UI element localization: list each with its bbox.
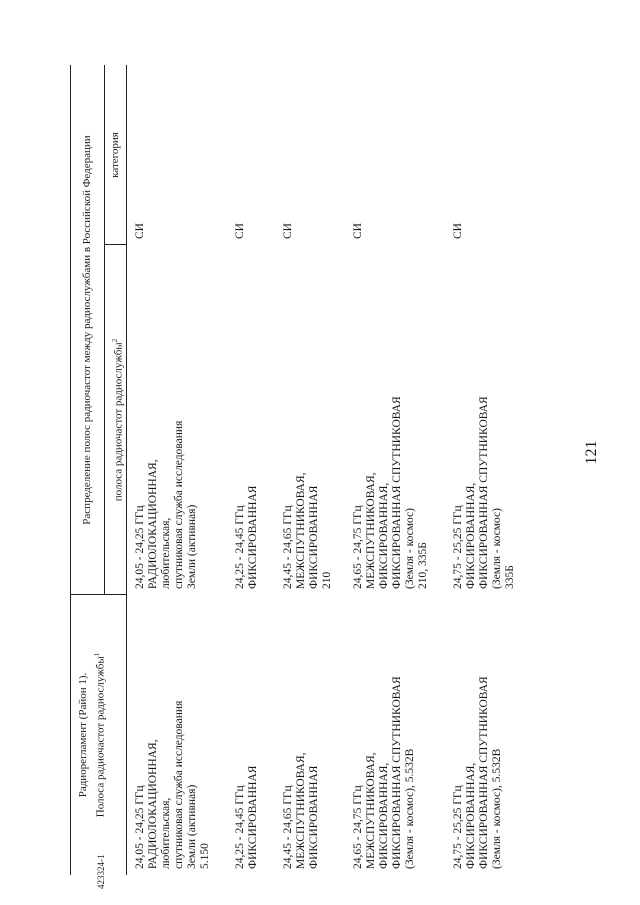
page-number: 121 xyxy=(583,440,600,465)
header-rf-category: категория xyxy=(109,132,121,178)
row-5-regulations: 24,75 - 25,25 ГГц ФИКСИРОВАННАЯ, ФИКСИРОВАННАЯ СПУТНИКОВАЯ (Земля - космос), 5.532В xyxy=(452,676,503,869)
row-3-category: СИ xyxy=(282,223,294,239)
row-4-regulations: 24,65 - 24,75 ГГц МЕЖСПУТНИКОВАЯ, ФИКСИРОВАННАЯ, ФИКСИРОВАННАЯ СПУТНИКОВАЯ (Земля - космос), 5.532В xyxy=(352,676,416,869)
header-regulations-title: Радиорегламент (Район 1). xyxy=(77,672,89,798)
row-3-regulations: 24,45 - 24,65 ГГц МЕЖСПУТНИКОВАЯ, ФИКСИРОВАННАЯ xyxy=(282,752,320,869)
row-5-category: СИ xyxy=(452,223,464,239)
row-4-rf-band: 24,65 - 24,75 ГГц МЕЖСПУТНИКОВАЯ, ФИКСИРОВАННАЯ, ФИКСИРОВАННАЯ СПУТНИКОВАЯ (Земля - космос) 210, 335Б xyxy=(352,396,429,589)
row-3-rf-band: 24,45 - 24,65 ГГц МЕЖСПУТНИКОВАЯ, ФИКСИРОВАННАЯ 210 xyxy=(282,472,333,589)
row-1-category: СИ xyxy=(134,223,146,239)
row-5-rf-band: 24,75 - 25,25 ГГц ФИКСИРОВАННАЯ, ФИКСИРОВАННАЯ СПУТНИКОВАЯ (Земля - космос) 335Б xyxy=(452,396,516,589)
row-2-category: СИ xyxy=(234,223,246,239)
header-regulations xyxy=(76,595,108,875)
row-2-rf-band: 24,25 - 24,45 ГГц ФИКСИРОВАННАЯ xyxy=(234,485,259,589)
header-rf-band: полоса радиочастот радиослужбы$^2$ xyxy=(111,338,125,502)
header-regulations-subtitle: Полоса радиочастот радиослужбы$^1$ xyxy=(93,652,107,818)
row-1-regulations: 24,05 - 24,25 ГГц РАДИОЛОКАЦИОННАЯ, любительская, спутниковая служба исследования Земли (активная) 5.150 xyxy=(134,700,211,869)
table-top-rule xyxy=(70,65,71,875)
row-1-rf-band: 24,05 - 24,25 ГГц РАДИОЛОКАЦИОННАЯ, любительская, спутниковая служба исследования Земли (активная) xyxy=(134,420,198,589)
document-id: 423324-1 xyxy=(96,854,106,889)
header-rf-title: Распределение полос радиочастот между радиослужбами в Российской Федерации xyxy=(81,135,93,525)
row-2-regulations: 24,25 - 24,45 ГГц ФИКСИРОВАННАЯ xyxy=(234,765,259,869)
header-bottom-rule xyxy=(126,65,127,875)
header-mid-rule xyxy=(104,65,105,595)
row-4-category: СИ xyxy=(352,223,364,239)
